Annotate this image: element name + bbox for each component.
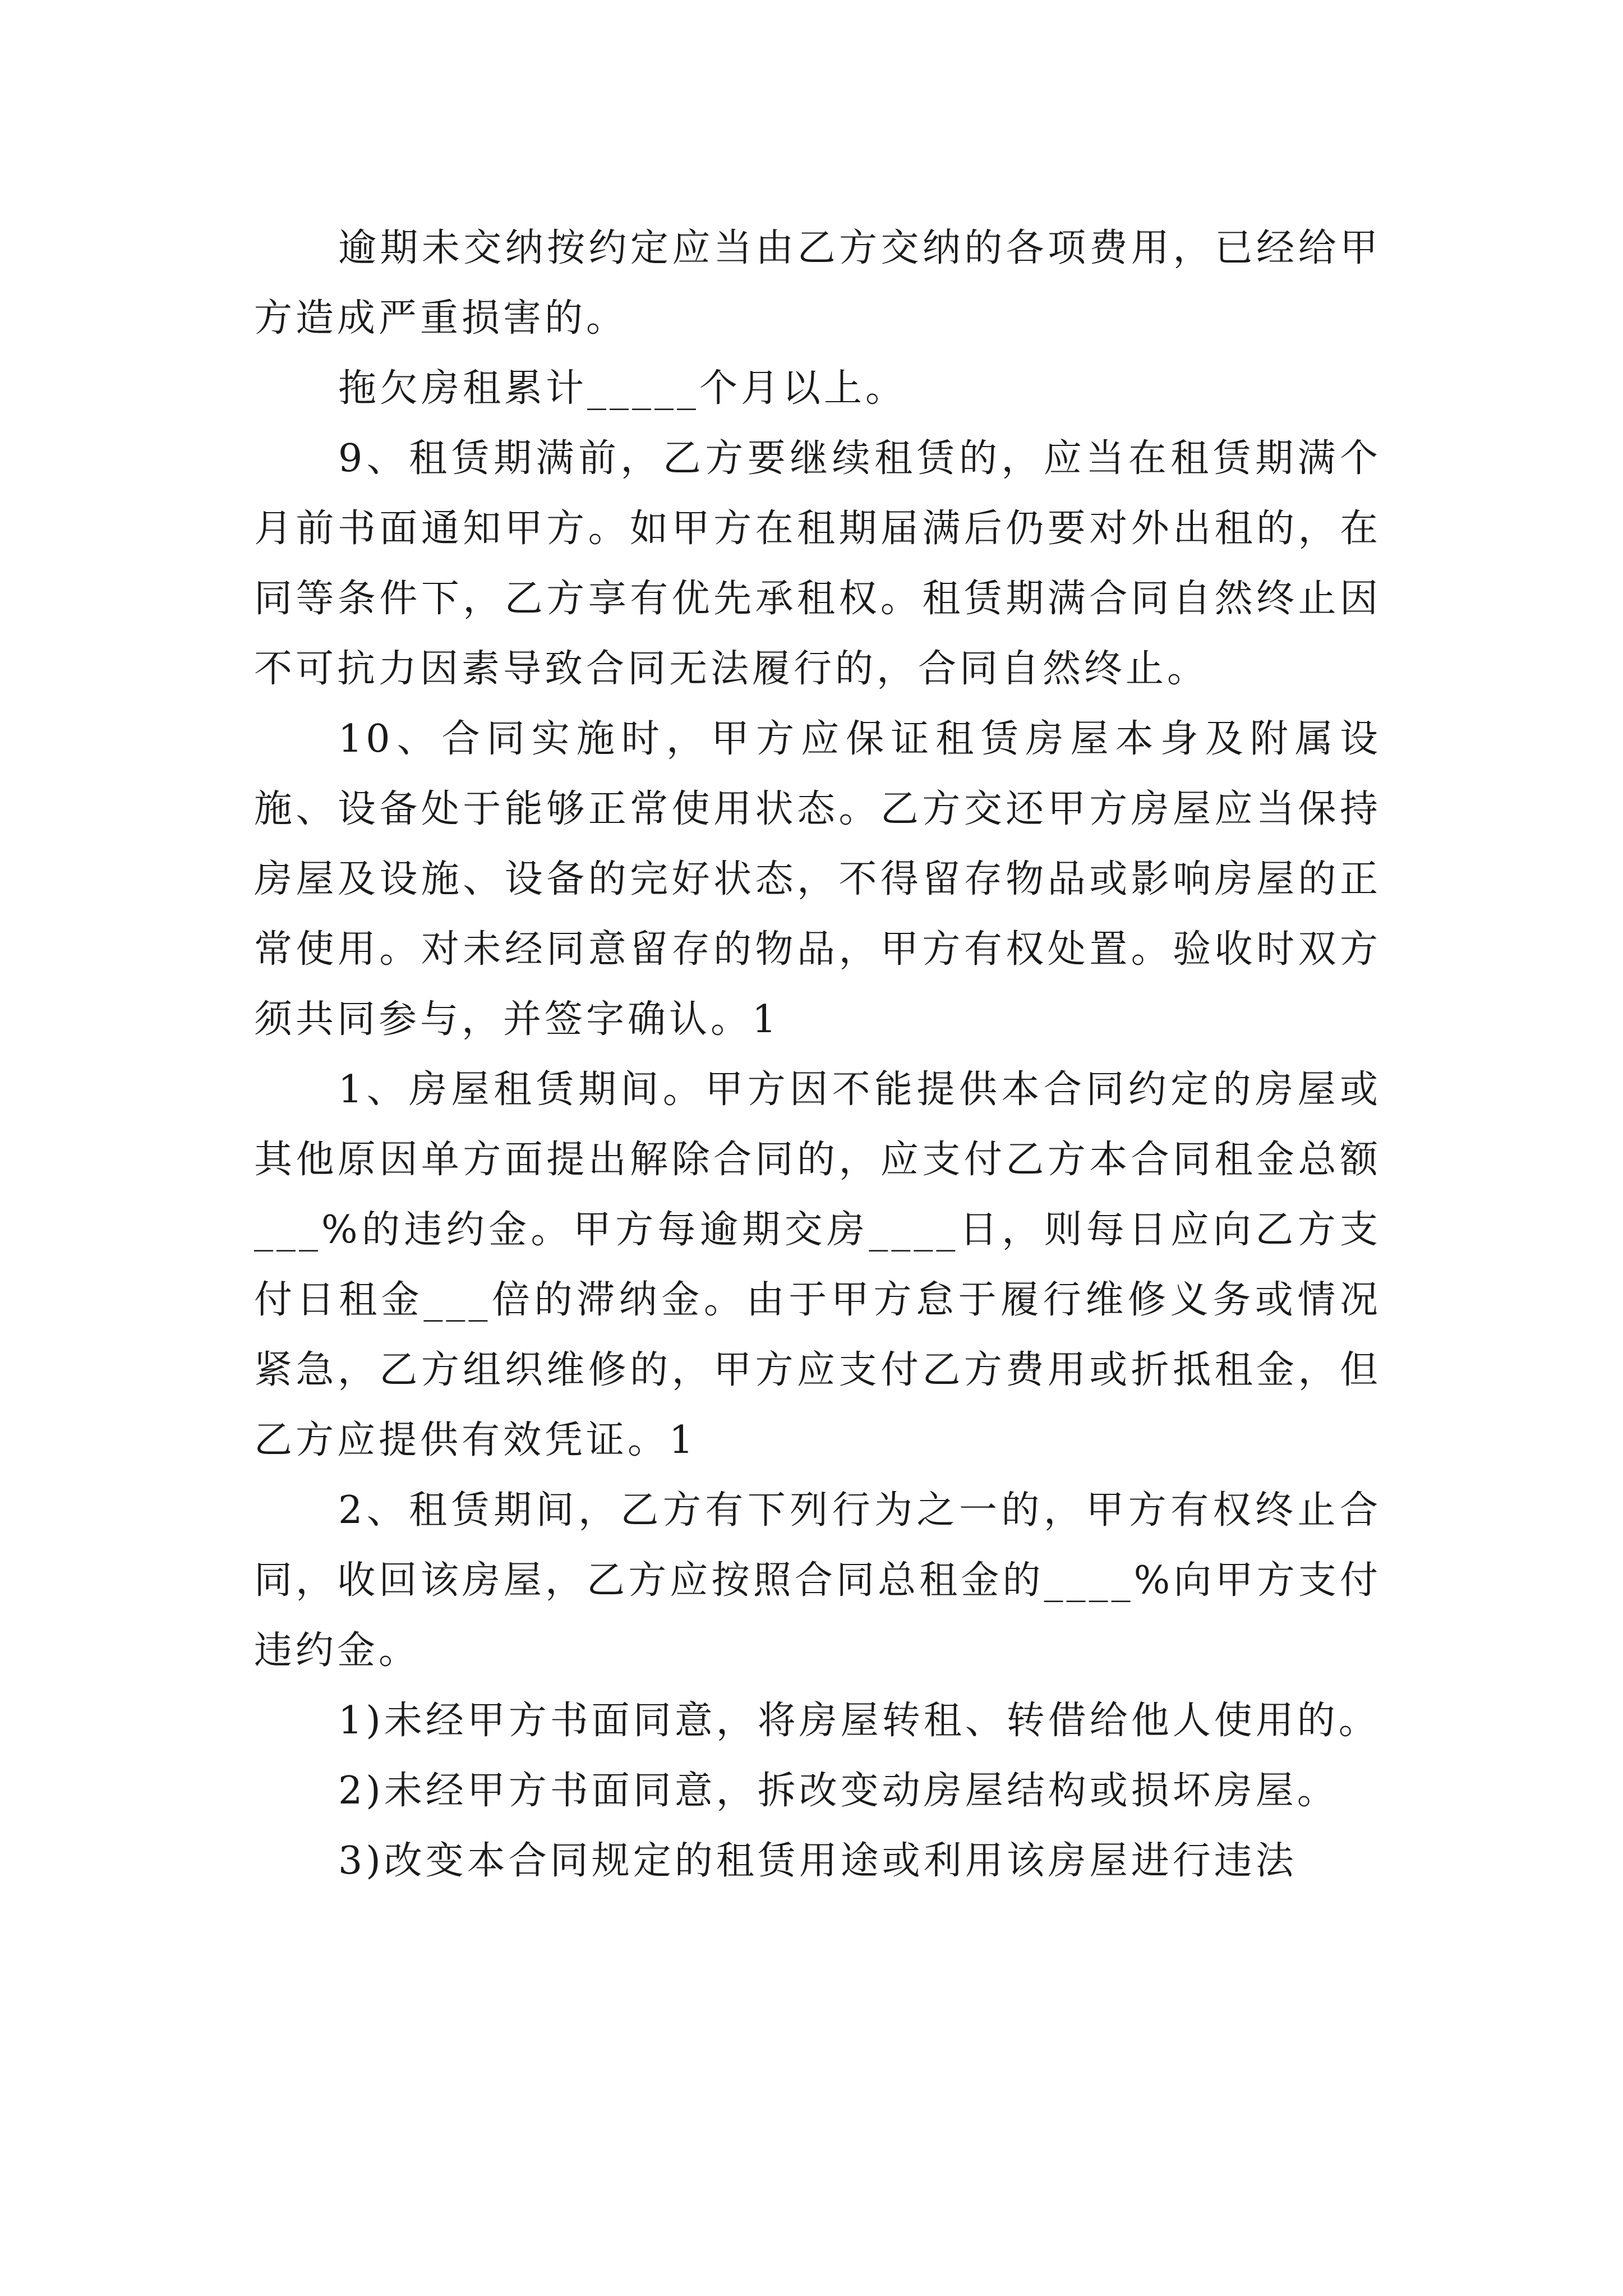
list-item-illegal-use: 3)改变本合同规定的租赁用途或利用该房屋进行违法 [338,1839,1297,1883]
paragraph-overdue-fees: 逾期未交纳按约定应当由乙方交纳的各项费用，已经给甲方造成严重损害的。 [254,226,1381,341]
paragraph-clause-12-lessee-breach: 2、租赁期间，乙方有下列行为之一的，甲方有权终止合同，收回该房屋，乙方应按照合同总租金的____%向甲方支付违约金。 [254,1488,1381,1673]
paragraph-clause-11-lessor-breach: 1、房屋租赁期间。甲方因不能提供本合同约定的房屋或其他原因单方面提出解除合同的，应支付乙方本合同租金总额___%的违约金。甲方每逾期交房____日，则每日应向乙方支付日租金___倍的滞纳金。由于甲方怠于履行维修义务或情况紧急，乙方组织维修的，甲方应支付乙方费用或折抵租金，但乙方应提供有效凭证。1 [254,1068,1381,1462]
list-item-sublet: 1)未经甲方书面同意，将房屋转租、转借给他人使用的。 [338,1699,1380,1743]
document-page [254,213,1381,1896]
paragraph-clause-9-renewal: 9、租赁期满前，乙方要继续租赁的，应当在租赁期满个月前书面通知甲方。如甲方在租期届满后仍要对外出租的，在同等条件下，乙方享有优先承租权。租赁期满合同自然终止因不可抗力因素导致合同无法履行的，合同自然终止。 [254,436,1381,691]
list-item-structure-change: 2)未经甲方书面同意，拆改变动房屋结构或损坏房屋。 [338,1769,1339,1813]
paragraph-rent-arrears: 拖欠房租累计_____个月以上。 [338,366,907,411]
paragraph-clause-10-handover: 10、合同实施时，甲方应保证租赁房屋本身及附属设施、设备处于能够正常使用状态。乙方交还甲方房屋应当保持房屋及设施、设备的完好状态，不得留存物品或影响房屋的正常使用。对未经同意留存的物品，甲方有权处置。验收时双方须共同参与，并签字确认。1 [254,717,1381,1042]
